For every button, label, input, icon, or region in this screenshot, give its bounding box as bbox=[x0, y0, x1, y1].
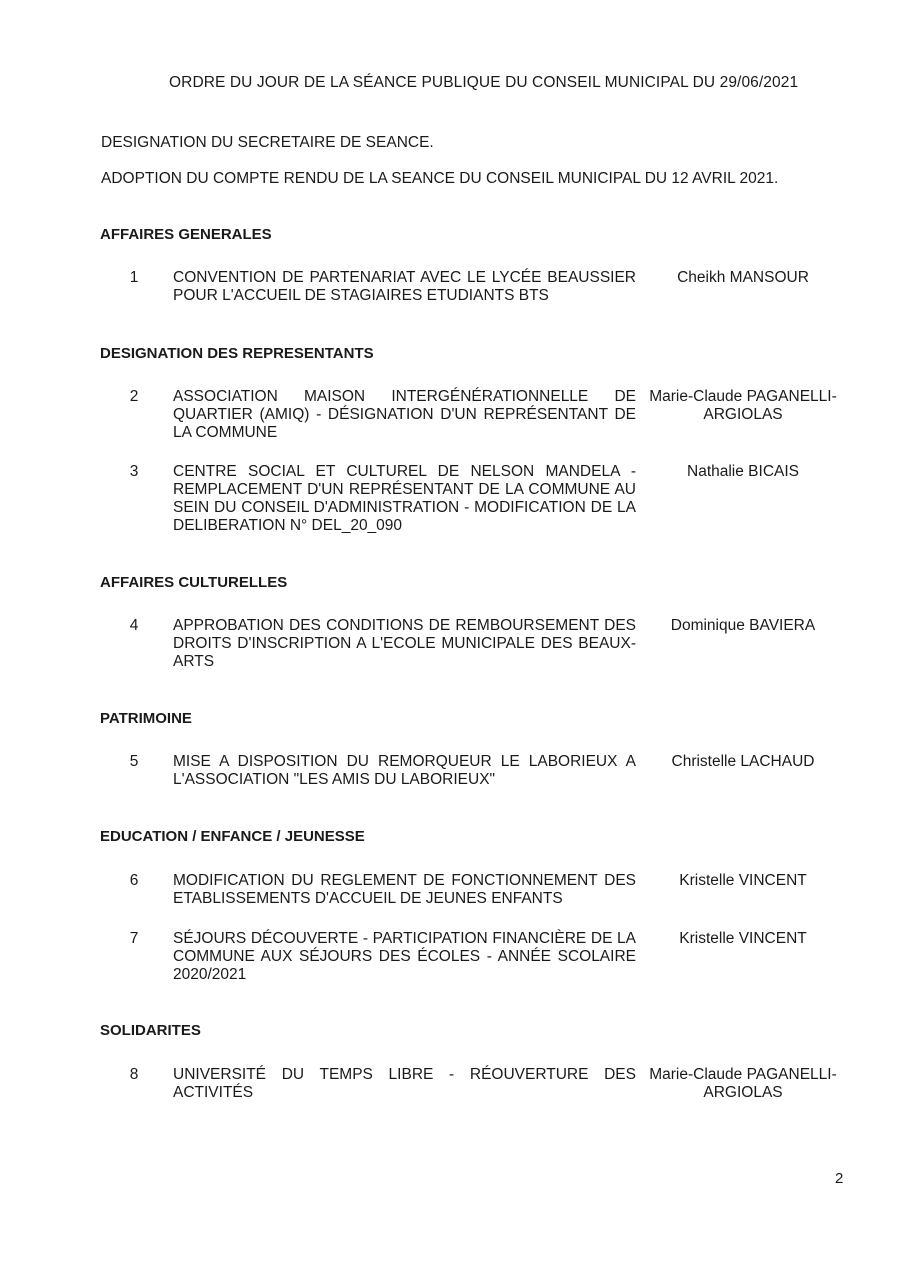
item-rapporteur: Nathalie BICAIS bbox=[687, 463, 799, 480]
item-rapporteur: Kristelle VINCENT bbox=[679, 930, 807, 947]
section-heading-affaires-generales: AFFAIRES GENERALES bbox=[100, 226, 272, 243]
item-text: APPROBATION DES CONDITIONS DE REMBOURSEMENT DES DROITS D'INSCRIPTION A L'ECOLE MUNICIPALE DES BEAUX-ARTS bbox=[173, 617, 636, 670]
item-text: MODIFICATION DU REGLEMENT DE FONCTIONNEMENT DES ETABLISSEMENTS D'ACCUEIL DE JEUNES ENFANTS bbox=[173, 872, 636, 907]
minutes-adoption: ADOPTION DU COMPTE RENDU DE LA SEANCE DU CONSEIL MUNICIPAL DU 12 AVRIL 2021. bbox=[101, 170, 779, 187]
item-text: CENTRE SOCIAL ET CULTUREL DE NELSON MANDELA - REMPLACEMENT D'UN REPRÉSENTANT DE LA COMMUNE AU SEIN DU CONSEIL D'ADMINISTRATION - MODIFICATION DE LA DELIBERATION N° DEL_20_090 bbox=[173, 463, 636, 534]
item-rapporteur: Marie-Claude PAGANELLI-ARGIOLAS bbox=[649, 388, 837, 423]
item-number: 5 bbox=[129, 753, 139, 770]
item-number: 3 bbox=[129, 463, 139, 480]
item-text: ASSOCIATION MAISON INTERGÉNÉRATIONNELLE DE QUARTIER (AMIQ) - DÉSIGNATION D'UN REPRÉSENTANT DE LA COMMUNE bbox=[173, 388, 636, 441]
item-rapporteur: Dominique BAVIERA bbox=[670, 617, 816, 634]
item-number: 2 bbox=[129, 388, 139, 405]
section-heading-solidarites: SOLIDARITES bbox=[100, 1022, 201, 1039]
item-text: SÉJOURS DÉCOUVERTE - PARTICIPATION FINANCIÈRE DE LA COMMUNE AUX SÉJOURS DES ÉCOLES - ANNÉE SCOLAIRE 2020/2021 bbox=[173, 930, 636, 983]
item-rapporteur: Kristelle VINCENT bbox=[679, 872, 807, 889]
item-rapporteur: Christelle LACHAUD bbox=[671, 753, 815, 770]
item-text: CONVENTION DE PARTENARIAT AVEC LE LYCÉE BEAUSSIER POUR L'ACCUEIL DE STAGIAIRES ETUDIANTS BTS bbox=[173, 269, 636, 304]
section-heading-education-enfance-jeunesse: EDUCATION / ENFANCE / JEUNESSE bbox=[100, 828, 365, 845]
item-number: 6 bbox=[129, 872, 139, 889]
page-title: ORDRE DU JOUR DE LA SÉANCE PUBLIQUE DU CONSEIL MUNICIPAL DU 29/06/2021 bbox=[169, 74, 799, 91]
item-text: UNIVERSITÉ DU TEMPS LIBRE - RÉOUVERTURE DES ACTIVITÉS bbox=[173, 1066, 636, 1101]
page-number: 2 bbox=[835, 1170, 844, 1187]
item-number: 7 bbox=[129, 930, 139, 947]
item-rapporteur: Cheikh MANSOUR bbox=[677, 269, 809, 286]
section-heading-designation-representants: DESIGNATION DES REPRESENTANTS bbox=[100, 345, 374, 362]
secretary-designation: DESIGNATION DU SECRETAIRE DE SEANCE. bbox=[101, 134, 434, 151]
item-number: 4 bbox=[129, 617, 139, 634]
item-text: MISE A DISPOSITION DU REMORQUEUR LE LABORIEUX A L'ASSOCIATION "LES AMIS DU LABORIEUX" bbox=[173, 753, 636, 788]
item-number: 8 bbox=[129, 1066, 139, 1083]
item-number: 1 bbox=[129, 269, 139, 286]
section-heading-patrimoine: PATRIMOINE bbox=[100, 710, 192, 727]
section-heading-affaires-culturelles: AFFAIRES CULTURELLES bbox=[100, 574, 288, 591]
item-rapporteur: Marie-Claude PAGANELLI-ARGIOLAS bbox=[649, 1066, 837, 1101]
